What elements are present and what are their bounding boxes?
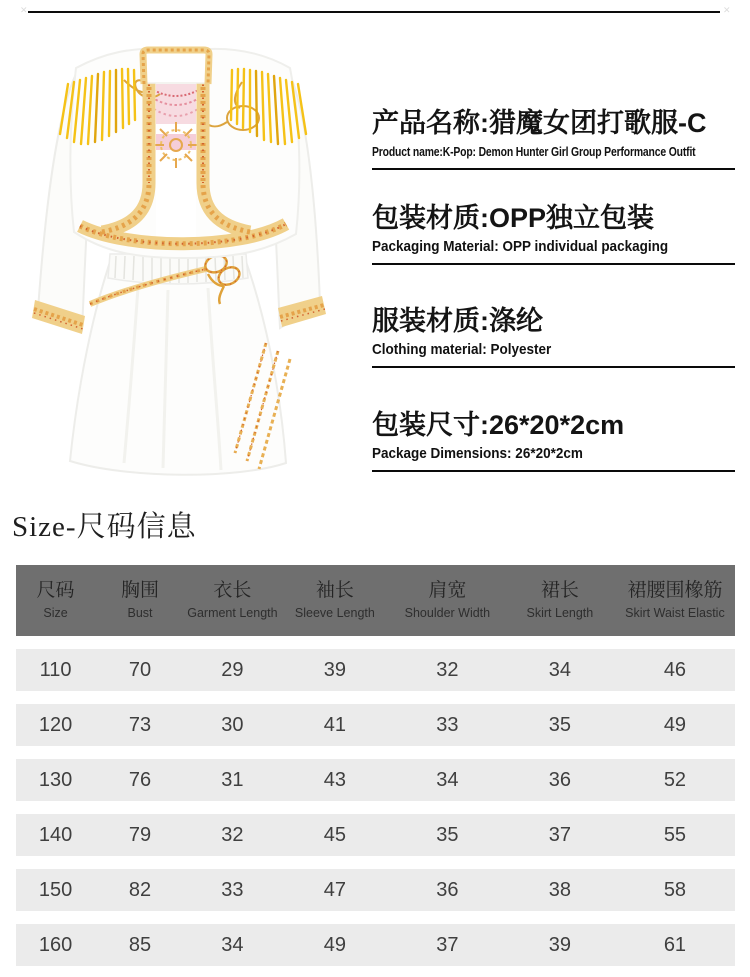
info-subtitle-en: Product name:K-Pop: Demon Hunter Girl Group Performance Outfit [372,144,696,159]
size-col-header-en: Shoulder Width [404,606,491,620]
size-cell: 45 [280,814,390,856]
size-row-110 [16,649,735,691]
size-col-header-shoulder-width [390,565,505,636]
size-col-header-bust [95,565,185,636]
size-row-120 [16,704,735,746]
size-col-header-en: Size [43,606,68,620]
size-col-header-en: Bust [127,606,153,620]
size-cell: 150 [16,869,95,911]
size-col-header-skirt-length [505,565,615,636]
size-cell: 34 [390,759,505,801]
size-cell: 37 [505,814,615,856]
size-row-150 [16,869,735,911]
info-divider [372,366,735,368]
info-title-cn: 包装尺寸:26*20*2cm [372,410,625,440]
size-cell: 43 [280,759,390,801]
info-divider [372,263,735,265]
size-table [16,552,735,977]
size-cell: 36 [505,759,615,801]
size-cell: 110 [16,649,95,691]
info-title-cn: 产品名称:猎魔女团打歌服-C [372,108,707,138]
size-cell: 47 [280,869,390,911]
info-block-packaging-material [372,202,735,265]
corner-mark-right: ✕ [723,5,731,15]
size-cell: 32 [185,814,280,856]
size-col-header-cn: 胸围 [121,580,160,601]
size-col-header-skirt-waist-elastic [615,565,735,636]
size-cell: 49 [280,924,390,966]
info-block-product-name [372,107,735,170]
info-block-package-dimensions [372,409,735,472]
size-col-header-cn: 裙长 [540,580,579,601]
size-col-header-cn: 肩宽 [428,580,467,601]
top-divider [28,11,720,13]
size-cell: 140 [16,814,95,856]
size-cell: 33 [390,704,505,746]
info-subtitle-en: Package Dimensions: 26*20*2cm [372,445,583,462]
size-cell: 34 [505,649,615,691]
size-cell: 30 [185,704,280,746]
info-subtitle-en: Clothing material: Polyester [372,341,552,358]
size-cell: 39 [280,649,390,691]
size-cell: 120 [16,704,95,746]
size-cell: 61 [615,924,735,966]
size-cell: 46 [615,649,735,691]
size-cell: 36 [390,869,505,911]
size-cell: 76 [95,759,185,801]
size-cell: 82 [95,869,185,911]
size-cell: 160 [16,924,95,966]
size-table-header-row [16,565,735,636]
size-cell: 49 [615,704,735,746]
size-col-header-cn: 尺码 [36,580,75,601]
size-cell: 34 [185,924,280,966]
size-cell: 35 [505,704,615,746]
size-cell: 58 [615,869,735,911]
size-col-header-cn: 裙腰围橡筋 [627,580,723,601]
info-title-cn: 服装材质:涤纶 [372,306,543,336]
size-col-header-en: Garment Length [187,606,278,620]
size-cell: 70 [95,649,185,691]
size-col-header-garment-length [185,565,280,636]
info-divider [372,470,735,472]
size-cell: 52 [615,759,735,801]
size-section-heading: Size-尺码信息 [12,511,197,543]
size-col-header-en: Skirt Length [526,606,594,620]
info-subtitle-en: Packaging Material: OPP individual packaging [372,238,669,255]
size-cell: 39 [505,924,615,966]
size-cell: 29 [185,649,280,691]
product-photo [28,38,338,488]
size-col-header-size [16,565,95,636]
size-col-header-cn: 袖长 [315,580,354,601]
size-row-160 [16,924,735,966]
size-cell: 35 [390,814,505,856]
skirt-graphic [70,253,290,475]
info-block-clothing-material [372,305,735,368]
size-row-130 [16,759,735,801]
size-cell: 55 [615,814,735,856]
info-divider [372,168,735,170]
size-cell: 79 [95,814,185,856]
collar-graphic [142,50,210,84]
size-cell: 37 [390,924,505,966]
size-col-header-cn: 衣长 [213,580,252,601]
size-row-140 [16,814,735,856]
size-col-header-en: Skirt Waist Elastic [625,606,725,620]
size-cell: 33 [185,869,280,911]
size-cell: 73 [95,704,185,746]
size-cell: 41 [280,704,390,746]
info-title-cn: 包装材质:OPP独立包装 [372,203,655,233]
size-cell: 38 [505,869,615,911]
size-col-header-sleeve-length [280,565,390,636]
size-cell: 130 [16,759,95,801]
size-cell: 32 [390,649,505,691]
corner-mark-left: ✕ [20,5,28,15]
size-cell: 31 [185,759,280,801]
size-col-header-en: Sleeve Length [294,606,375,620]
size-cell: 85 [95,924,185,966]
jacket-graphic [60,49,306,258]
